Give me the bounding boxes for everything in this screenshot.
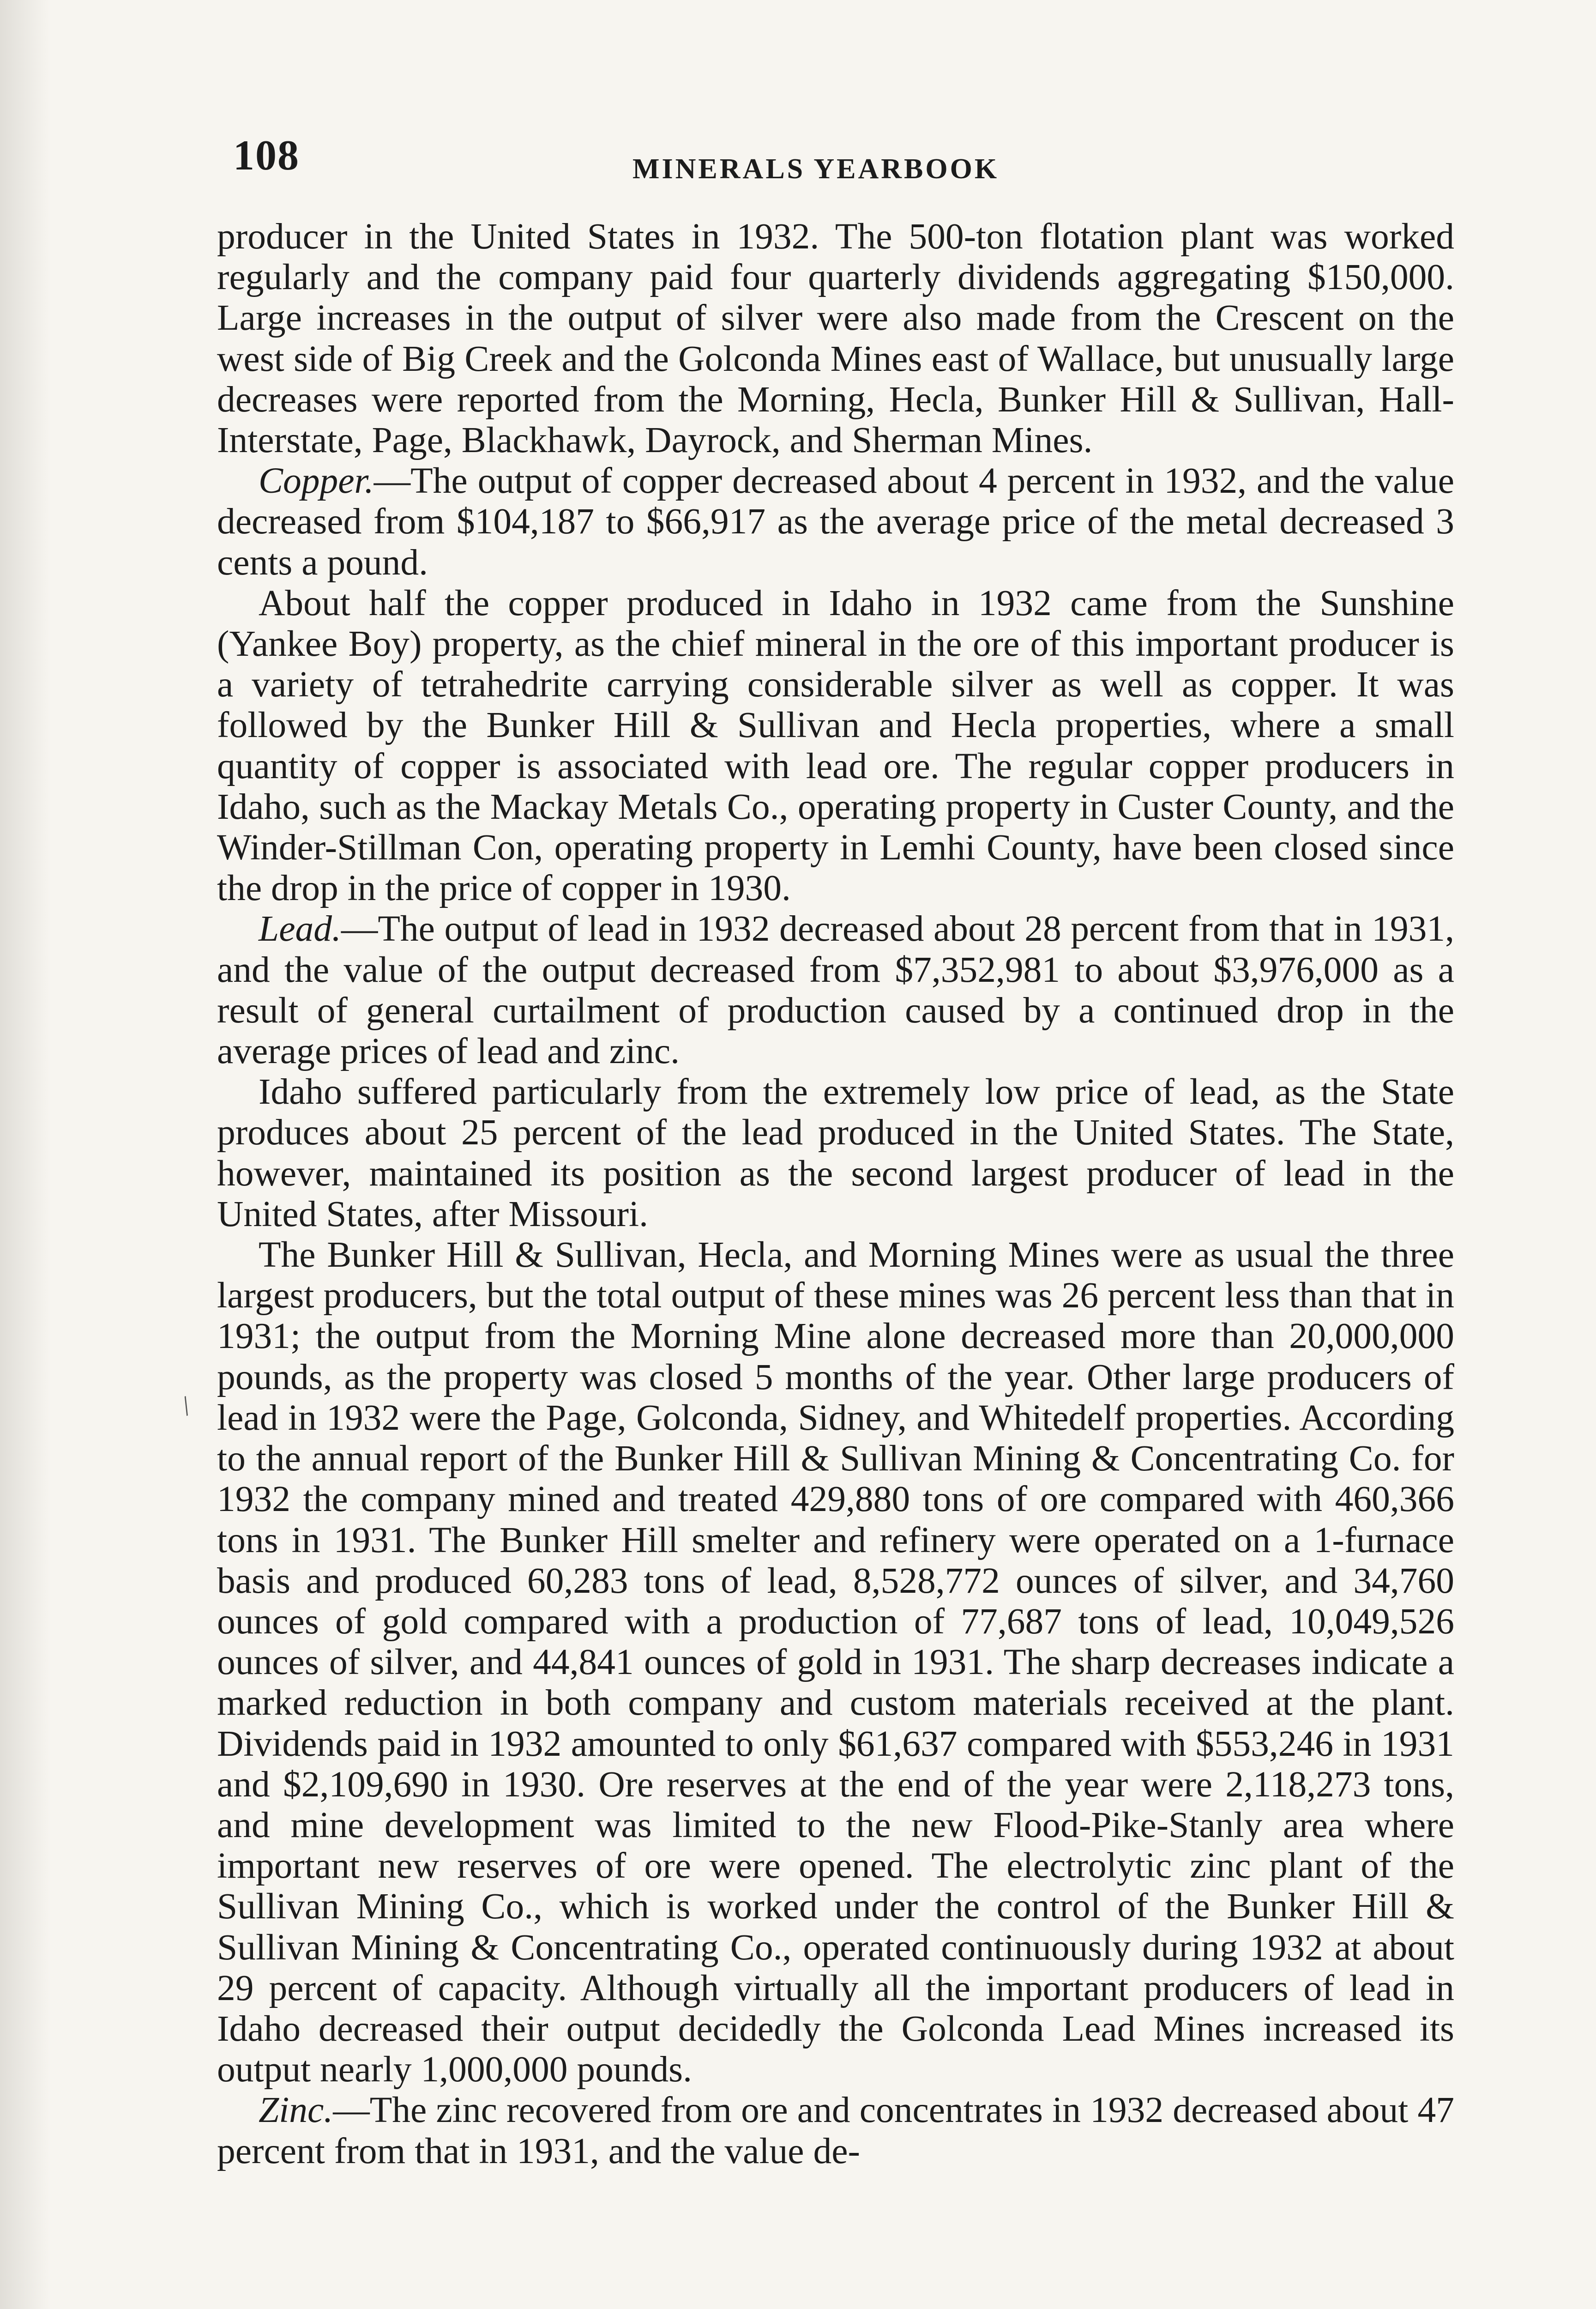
section-lead-copper: Copper.: [259, 460, 374, 502]
margin-pencil-mark: /: [176, 1390, 196, 1421]
body-text: [217, 216, 1454, 2171]
paragraph-copper-text: —The output of copper decreased about 4 percent in 1932, and the value decreased from $104,187 to $66,917 as the average price of the metal decreased 3 cents a pound.: [217, 460, 1454, 583]
paragraph-lead-producers: The Bunker Hill & Sullivan, Hecla, and Morning Mines were as usual the three largest producers, but the total output of these mines was 26 percent less than that in 1931; the output from the Morning Mine alone decreased more than 20,000,000 pounds, as the property was closed 5 months of the year. Other large producers of lead in 1932 were the Page, Golconda, Sidney, and Whitedelf properties. According to the annual report of the Bunker Hill & Sullivan Mining & Concentrating Co. for 1932 the company mined and treated 429,880 tons of ore compared with 460,366 tons in 1931. The Bunker Hill smelter and refinery were operated on a 1-furnace basis and produced 60,283 tons of lead, 8,528,772 ounces of silver, and 34,760 ounces of gold compared with a production of 77,687 tons of lead, 10,049,526 ounces of silver, and 44,841 ounces of gold in 1931. The sharp decreases indicate a marked reduction in both company and custom materials received at the plant. Dividends paid in 1932 amounted to only $61,637 compared with $553,246 in 1931 and $2,109,690 in 1930. Ore reserves at the end of the year were 2,118,273 tons, and mine development was limited to the new Flood-Pike-Stanly area where important new reserves of ore were opened. The electrolytic zinc plant of the Sullivan Mining Co., which is worked under the control of the Bunker Hill & Sullivan Mining & Concentrating Co., operated continuously during 1932 at about 29 percent of capacity. Although virtually all the important producers of lead in Idaho decreased their output decidedly the Golconda Lead Mines increased its output nearly 1,000,000 pounds.: [217, 1234, 1454, 2090]
paragraph-lead-text: —The output of lead in 1932 decreased about 28 percent from that in 1931, and the value of the output decreased from $7,352,981 to about $3,976,000 as a result of general curtailment of production caused by a continued drop in the average prices of lead and zinc.: [217, 908, 1454, 1072]
running-title: MINERALS YEARBOOK: [632, 153, 1000, 185]
paragraph-idaho-lead-price: Idaho suffered particularly from the extremely low price of lead, as the State produces about 25 percent of the lead produced in the United States. The State, however, maintained its position as the second largest producer of lead in the United States, after Missouri.: [217, 1071, 1454, 1234]
paragraph-copper-sources: About half the copper produced in Idaho in 1932 came from the Sunshine (Yankee Boy) property, as the chief mineral in the ore of this important producer is a variety of tetrahedrite carrying considerable silver as well as copper. It was followed by the Bunker Hill & Sullivan and Hecla properties, where a small quantity of copper is associated with lead ore. The regular copper producers in Idaho, such as the Mackay Metals Co., operating property in Custer County, and the Winder-Stillman Con, operating property in Lemhi County, have been closed since the drop in the price of copper in 1930.: [217, 582, 1454, 909]
paragraph-zinc-text: —The zinc recovered from ore and concentrates in 1932 decreased about 47 percent from that in 1931, and the value de-: [217, 2090, 1454, 2171]
paragraph-zinc: [217, 2090, 1454, 2171]
paragraph-silver-continued: producer in the United States in 1932. The 500-ton flotation plant was worked regularly and the company paid four quarterly dividends aggregating $150,000. Large increases in the output of silver were also made from the Crescent on the west side of Big Creek and the Golconda Mines east of Wallace, but unusually large decreases were reported from the Morning, Hecla, Bunker Hill & Sullivan, Hall-Interstate, Page, Blackhawk, Dayrock, and Sherman Mines.: [217, 216, 1454, 461]
scan-edge-shadow: [0, 0, 51, 2309]
section-lead-zinc: Zinc.: [259, 2090, 333, 2131]
paragraph-lead: [217, 908, 1454, 1071]
page-number: 108: [233, 132, 300, 179]
section-lead-lead: Lead.: [259, 908, 341, 949]
paragraph-copper: [217, 460, 1454, 583]
